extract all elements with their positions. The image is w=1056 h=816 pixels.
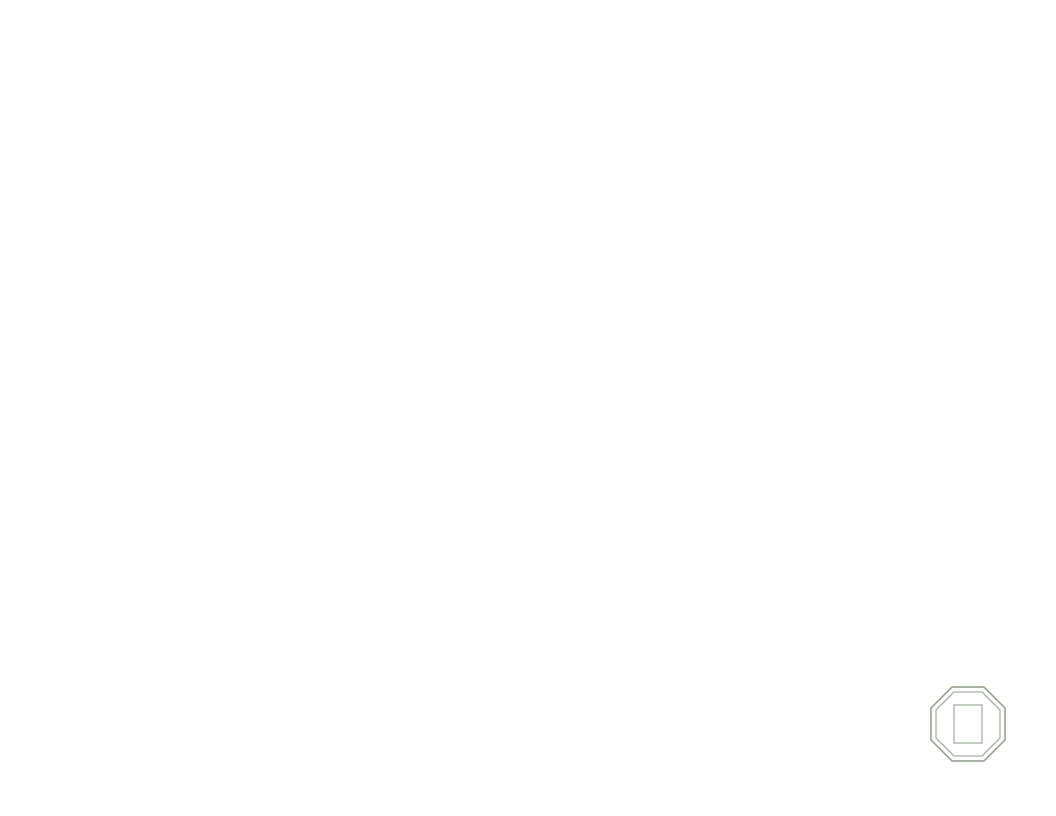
espresso-menu	[722, 96, 1044, 260]
middle-column	[382, 112, 712, 140]
mission-provisions-logo	[930, 686, 1006, 762]
breakfast-column	[52, 86, 352, 98]
right-column	[722, 82, 1044, 273]
logo-emblem-icon	[930, 686, 1006, 762]
